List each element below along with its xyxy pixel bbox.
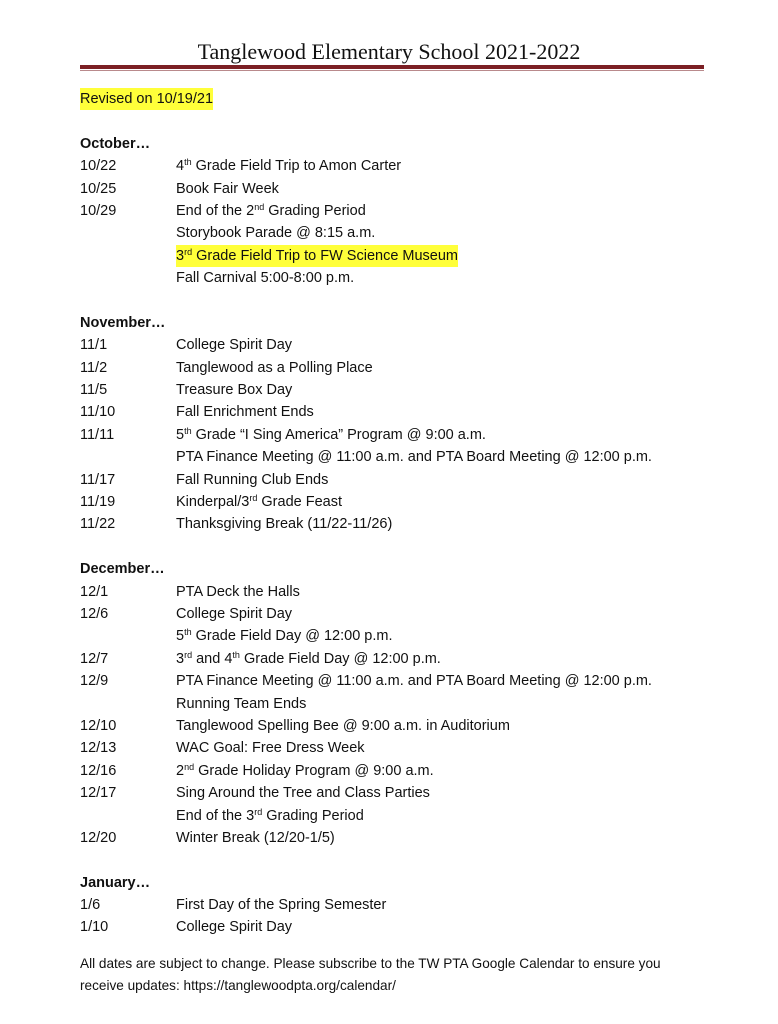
event-date: 11/11: [80, 426, 115, 443]
event-date: 12/10: [80, 717, 117, 734]
event-text: [176, 581, 300, 603]
event-text-part: Grade Field Trip to FW Science Museum: [192, 247, 459, 264]
event-date: 1/10: [80, 919, 109, 936]
event-text-part: Thanksgiving Break (11/22-11/26): [176, 516, 393, 533]
event-row: [80, 200, 720, 222]
ordinal-suffix: rd: [184, 649, 193, 660]
event-text-part: 3: [176, 650, 185, 667]
event-text: [176, 178, 279, 200]
month-heading: October…: [80, 135, 151, 152]
event-row: [80, 469, 720, 491]
event-row: [80, 648, 720, 670]
ordinal-suffix: th: [184, 425, 192, 436]
event-row: [80, 670, 720, 692]
month-heading: November…: [80, 314, 166, 331]
event-text: [176, 513, 392, 535]
event-date: 11/22: [80, 516, 116, 533]
event-date: 12/6: [80, 605, 109, 622]
title-rule: [80, 65, 704, 69]
event-text: [176, 737, 365, 759]
event-row: [80, 737, 720, 759]
month-heading: December…: [80, 561, 165, 578]
event-row: [80, 491, 720, 513]
event-text-part: Winter Break (12/20-1/5): [176, 829, 335, 846]
event-row: [80, 245, 720, 267]
event-row: [80, 513, 720, 535]
ordinal-suffix: rd: [249, 493, 258, 504]
event-text: [176, 446, 652, 468]
ordinal-suffix: th: [184, 157, 192, 168]
event-row: [80, 916, 720, 938]
event-text-part: Grade Holiday Program @ 9:00 a.m.: [194, 762, 434, 779]
event-text-part: Grade Field Day @ 12:00 p.m.: [191, 628, 393, 645]
event-row: [80, 603, 720, 625]
event-row: [80, 446, 720, 468]
event-text-part: Fall Running Club Ends: [176, 471, 329, 488]
event-text: [176, 782, 430, 804]
event-date: 11/2: [80, 359, 108, 376]
event-text: [176, 200, 366, 222]
event-text-part: 3: [176, 247, 185, 264]
event-date: 12/7: [80, 650, 109, 667]
event-text-part: College Spirit Day: [176, 919, 293, 936]
ordinal-suffix: th: [232, 649, 240, 660]
event-row: [80, 760, 720, 782]
event-row: [80, 334, 720, 356]
event-text-part: Grade Feast: [257, 494, 342, 511]
event-row: [80, 401, 720, 423]
event-text: [176, 491, 342, 513]
event-text: [176, 155, 401, 177]
event-text: [176, 625, 392, 647]
calendar-months: [80, 133, 720, 939]
event-text: [176, 693, 306, 715]
event-text: [176, 424, 486, 446]
event-row: [80, 805, 720, 827]
event-text-part: Storybook Parade @ 8:15 a.m.: [176, 225, 376, 242]
event-row: [80, 715, 720, 737]
ordinal-suffix: rd: [184, 246, 193, 257]
ordinal-suffix: th: [184, 627, 192, 638]
event-row: [80, 693, 720, 715]
ordinal-suffix: rd: [254, 806, 263, 817]
ordinal-suffix: nd: [184, 761, 195, 772]
event-text-part: PTA Finance Meeting @ 11:00 a.m. and PTA Board Meeting @ 12:00 p.m.: [176, 673, 652, 690]
event-text-part: Book Fair Week: [176, 180, 279, 197]
month-heading: January…: [80, 874, 151, 891]
calendar-body: [80, 88, 720, 997]
event-row: [80, 267, 720, 289]
event-text-part: College Spirit Day: [176, 605, 293, 622]
event-text-part: 5: [176, 628, 185, 645]
event-text: [176, 603, 292, 625]
event-text-part: Grade Field Trip to Amon Carter: [191, 158, 402, 175]
event-date: 12/20: [80, 829, 117, 846]
event-row: [80, 222, 720, 244]
event-text: [176, 469, 328, 491]
event-date: 10/22: [80, 158, 117, 175]
event-row: [80, 424, 720, 446]
event-row: [80, 827, 720, 849]
event-text: [176, 670, 652, 692]
footer-note: All dates are subject to change. Please subscribe to the TW PTA Google Calendar to ensure you receive updates: https://tanglewoodpta.org/calendar/: [80, 955, 661, 993]
event-text-part: Sing Around the Tree and Class Parties: [176, 785, 430, 802]
event-date: 11/17: [80, 471, 116, 488]
event-text: [176, 334, 292, 356]
event-text: [176, 222, 375, 244]
event-text-part: Grading Period: [262, 807, 364, 824]
event-text: [176, 827, 335, 849]
event-text-part: College Spirit Day: [176, 337, 293, 354]
event-date: 11/19: [80, 494, 116, 511]
event-text-part: 4: [176, 158, 185, 175]
event-text: [176, 379, 292, 401]
event-text-part: WAC Goal: Free Dress Week: [176, 740, 365, 757]
event-text-part: Fall Enrichment Ends: [176, 404, 314, 421]
event-date: 12/9: [80, 673, 109, 690]
event-date: 10/25: [80, 180, 117, 197]
event-text-part: PTA Deck the Halls: [176, 583, 300, 600]
event-row: [80, 894, 720, 916]
event-text-part: Running Team Ends: [176, 695, 307, 712]
event-text: [176, 715, 510, 737]
event-text: [176, 894, 386, 916]
event-row: [80, 357, 720, 379]
event-text-part: End of the 2: [176, 202, 255, 219]
event-date: 12/13: [80, 740, 117, 757]
event-text: [176, 805, 364, 827]
event-text-part: and 4: [192, 650, 233, 667]
event-text: [176, 916, 292, 938]
event-row: [80, 625, 720, 647]
event-text-part: Grade Field Day @ 12:00 p.m.: [239, 650, 441, 667]
event-text: [176, 267, 354, 289]
event-text: [176, 401, 314, 423]
event-text-part: Grading Period: [264, 202, 366, 219]
event-date: 12/1: [80, 583, 109, 600]
event-row: [80, 782, 720, 804]
event-date: 12/16: [80, 762, 117, 779]
event-text-part: Tanglewood Spelling Bee @ 9:00 a.m. in Auditorium: [176, 717, 510, 734]
event-text: [176, 357, 373, 379]
event-date: 12/17: [80, 785, 117, 802]
event-date: 1/6: [80, 897, 101, 914]
event-date: 11/1: [80, 337, 108, 354]
event-text-part: 2: [176, 762, 185, 779]
event-row: [80, 178, 720, 200]
event-row: [80, 155, 720, 177]
event-text-part: Grade “I Sing America” Program @ 9:00 a.m.: [191, 426, 486, 443]
event-text-part: Tanglewood as a Polling Place: [176, 359, 373, 376]
event-text-part: Fall Carnival 5:00-8:00 p.m.: [176, 270, 355, 287]
event-date: 11/10: [80, 404, 116, 421]
event-row: [80, 379, 720, 401]
revised-note: Revised on 10/19/21: [80, 88, 213, 110]
event-text-part: End of the 3: [176, 807, 255, 824]
event-date: 10/29: [80, 202, 117, 219]
event-row: [80, 581, 720, 603]
title-rule-thin: [80, 70, 704, 71]
event-date: 11/5: [80, 382, 108, 399]
ordinal-suffix: nd: [254, 201, 265, 212]
event-text-part: Kinderpal/3: [176, 494, 250, 511]
document-title: Tanglewood Elementary School 2021-2022: [197, 39, 581, 64]
event-text: [176, 648, 441, 670]
event-text-highlighted: [176, 245, 458, 267]
event-text-part: Treasure Box Day: [176, 382, 293, 399]
event-text-part: First Day of the Spring Semester: [176, 897, 387, 914]
event-text-part: PTA Finance Meeting @ 11:00 a.m. and PTA Board Meeting @ 12:00 p.m.: [176, 449, 652, 466]
event-text-part: 5: [176, 426, 185, 443]
event-text: [176, 760, 434, 782]
